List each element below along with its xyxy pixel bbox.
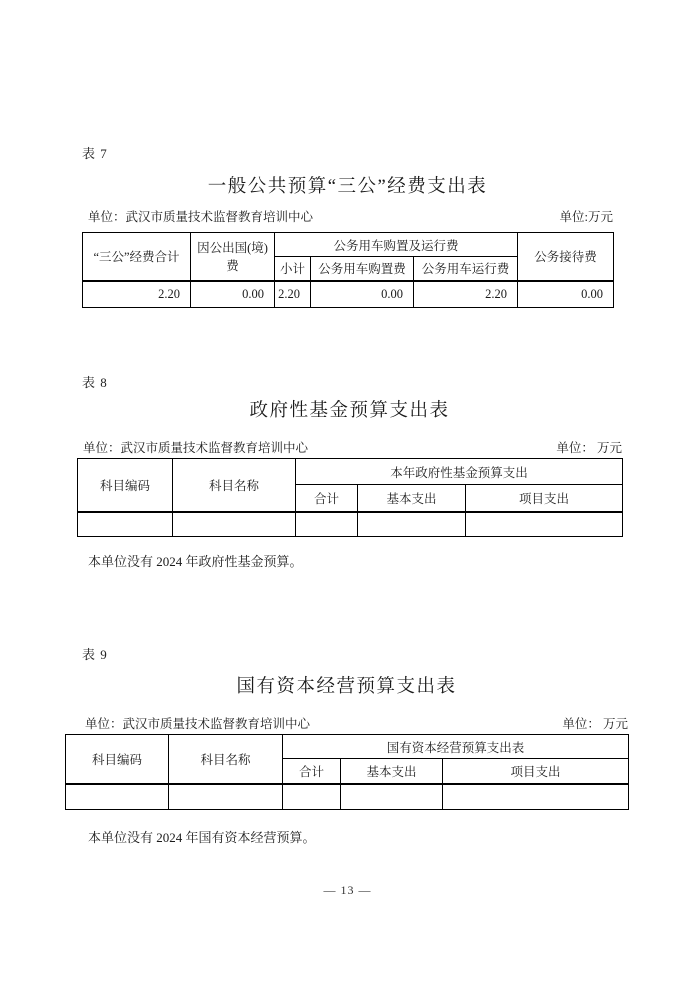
empty-cell <box>341 784 443 810</box>
table-8-title: 政府性基金预算支出表 <box>249 401 450 421</box>
col-header-total: 合计 <box>296 485 358 512</box>
government-fund-budget-table <box>77 458 623 537</box>
col-header-project-expense: 项目支出 <box>466 485 623 512</box>
col-header-abroad-fee: 因公出国(境)费 <box>191 233 275 281</box>
data-cell-total: 2.20 <box>83 281 191 308</box>
table-9-note: 本单位没有 2024 年国有资本经营预算。 <box>88 830 316 845</box>
empty-cell <box>466 512 623 537</box>
table-9-label: 表 9 <box>82 647 108 662</box>
table-9-unit-right: 单位： 万元 <box>562 717 628 731</box>
table-8-unit-row <box>77 440 622 456</box>
col-header-subtotal: 小计 <box>275 257 311 281</box>
col-header-vehicle-purchase: 公务用车购置费 <box>311 257 414 281</box>
col-header-subject-name: 科目名称 <box>173 459 296 512</box>
col-header-subject-name: 科目名称 <box>169 735 283 784</box>
empty-cell <box>443 784 629 810</box>
empty-cell <box>358 512 466 537</box>
col-header-basic-expense: 基本支出 <box>341 759 443 784</box>
table-row <box>83 281 614 308</box>
section-table-8 <box>77 376 622 570</box>
empty-cell <box>173 512 296 537</box>
section-table-7 <box>82 147 613 308</box>
col-header-fund-group: 本年政府性基金预算支出 <box>296 459 623 485</box>
three-public-expense-table <box>82 232 614 308</box>
table-8-label: 表 8 <box>82 375 108 390</box>
col-header-total: 合计 <box>283 759 341 784</box>
col-header-subject-code: 科目编码 <box>78 459 173 512</box>
empty-cell <box>66 784 169 810</box>
data-cell-purchase: 0.00 <box>311 281 414 308</box>
table-7-unit-right: 单位:万元 <box>559 210 613 224</box>
data-cell-reception: 0.00 <box>518 281 614 308</box>
col-header-subject-code: 科目编码 <box>66 735 169 784</box>
section-table-9 <box>65 648 628 846</box>
state-capital-budget-table <box>65 734 629 810</box>
empty-cell <box>296 512 358 537</box>
table-row <box>66 784 629 810</box>
empty-cell <box>78 512 173 537</box>
empty-cell <box>283 784 341 810</box>
empty-cell <box>169 784 283 810</box>
data-cell-subtotal: 2.20 <box>275 281 311 308</box>
col-header-capital-group: 国有资本经营预算支出表 <box>283 735 629 759</box>
col-header-vehicle-group: 公务用车购置及运行费 <box>275 233 518 257</box>
page-number: — 13 — <box>323 883 372 897</box>
col-header-project-expense: 项目支出 <box>443 759 629 784</box>
table-8-note: 本单位没有 2024 年政府性基金预算。 <box>88 554 303 569</box>
table-8-unit-right: 单位： 万元 <box>556 441 622 455</box>
table-9-unit-left: 单位：武汉市质量技术监督教育培训中心 <box>85 717 311 731</box>
col-header-reception-fee: 公务接待费 <box>518 233 614 281</box>
table-9-unit-row <box>65 716 628 732</box>
table-8-unit-left: 单位：武汉市质量技术监督教育培训中心 <box>83 441 309 455</box>
data-cell-operation: 2.20 <box>414 281 518 308</box>
col-header-basic-expense: 基本支出 <box>358 485 466 512</box>
table-7-title: 一般公共预算“三公”经费支出表 <box>207 177 488 197</box>
col-header-vehicle-operation: 公务用车运行费 <box>414 257 518 281</box>
data-cell-abroad: 0.00 <box>191 281 275 308</box>
table-row <box>78 512 623 537</box>
table-7-unit-left: 单位：武汉市质量技术监督教育培训中心 <box>88 210 314 224</box>
table-7-label: 表 7 <box>82 146 108 161</box>
table-9-title: 国有资本经营预算支出表 <box>236 677 457 697</box>
col-header-three-public-total: “三公”经费合计 <box>83 233 191 281</box>
table-7-unit-row <box>82 209 613 225</box>
